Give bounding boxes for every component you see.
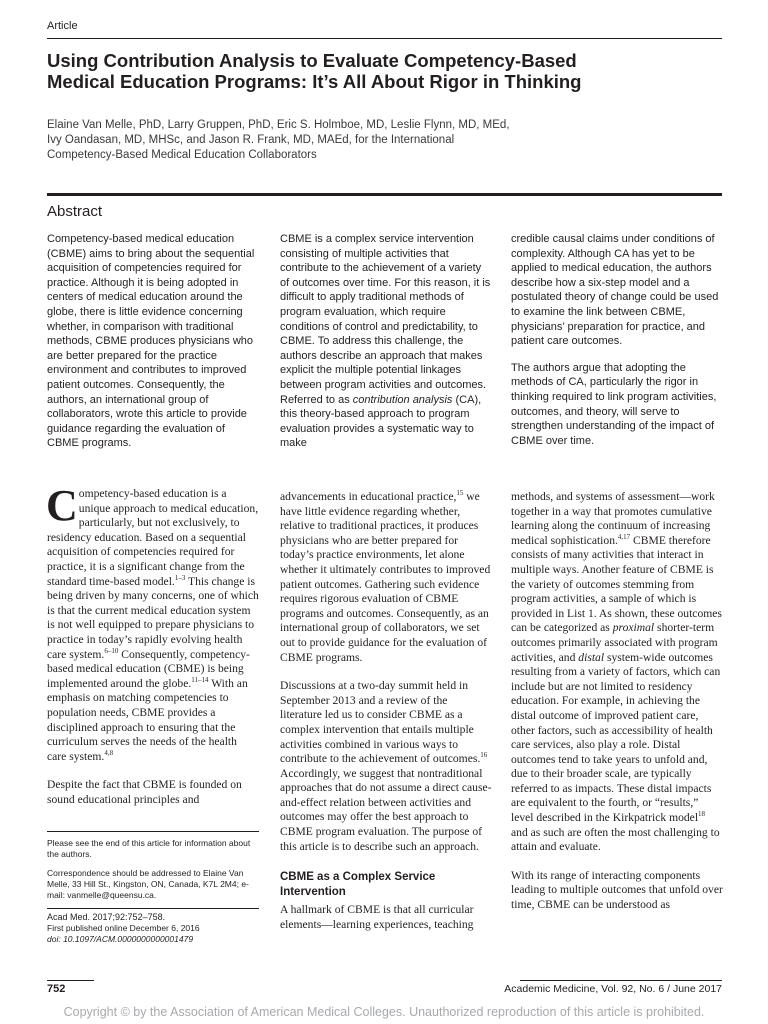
abstract-paragraph: credible causal claims under conditions of complexity. Although CA has yet to be applied to medical education, the authors describe how a six-step model and a postulated theory of change could be used to examine the link between CBME, physicians’ preparation for practice, and patient care outcomes. [511,233,719,348]
body-text: Discussions at a two-day summit held in September 2013 and a review of the literature led us to consider CBME as a complex intervention that entails multiple activities combined in various ways to contribute to the achievement of outcomes. [280,679,481,766]
author-list: Elaine Van Melle, PhD, Larry Gruppen, PhD, Eric S. Holmboe, MD, Leslie Flynn, MD, MEd, Ivy Oandasan, MD, MHSc, and Jason R. Frank, MD, MAEd, for the International Competency-Based Medical Education Collaborators [47,119,510,161]
abstract-heading: Abstract [47,203,103,220]
body-paragraph: A hallmark of CBME is that all curricular elements—learning experiences, teaching [280,903,474,932]
header-divider [47,38,722,39]
abstract-emphasis: contribution analysis [352,393,453,406]
article-type-label: Article [47,20,78,32]
body-column-1 [46,481,259,807]
abstract-paragraph: Competency-based medical education (CBME) aims to bring about the sequential acquisition of competencies required for practice. Although it is being adopted in centers of medical education around the globe, there is little evidence concerning whether, in comparison with traditional methods, CBME produces physicians who are better prepared for the practice environment and contributes to improved patient outcomes. Consequently, the authors, an international group of collaborators, wrote this article to provide guidance regarding the evaluation of CBME programs. [47,233,255,450]
body-paragraph [280,490,492,665]
journal-citation: Academic Medicine, Vol. 92, No. 6 / June 2017 [504,983,722,995]
reference-marker: 16 [480,751,488,760]
body-column-2 [280,490,492,933]
publication-info [47,912,259,945]
body-text: methods, and systems of assessment—work together in a way that promotes cumulative learning along the continuum of increasing medical sophistication. [511,490,715,547]
body-paragraph: With its range of interacting components leading to multiple outcomes that unfold over time, CBME can be understood as [511,868,723,912]
body-text: advancements in educational practice, [280,490,457,503]
reference-marker: 1–3 [174,573,186,582]
body-text: CBME therefore consists of many activities that interact in multiple ways. Another feature of CBME is the variety of outcomes stemming from program activities, a sample of which is provided in List 1. As shown, these outcomes can be categorized as [511,533,722,635]
body-text: ompetency-based education is a unique approach to medical education, particularly, but not exclusively, to residency education. Based on a sequential acquisition of competencies required for practice, it is a significant change from the standard time-based model. [47,487,259,588]
reference-marker: 6–10 [104,646,119,655]
abstract-text: (CA), this theory-based approach to program evaluation provides a systematic way to make [280,393,482,450]
abstract-column-1 [47,232,259,451]
doi-link[interactable]: doi: 10.1097/ACM.0000000000001479 [47,934,194,944]
drop-cap: C [46,481,78,530]
correspondence-note: Correspondence should be addressed to Elaine Van Melle, 33 Hill St., Kingston, ON, Canada, K7L 2M4; e-mail: vanmelle@queensu.ca. [47,868,249,900]
article-title: Using Contribution Analysis to Evaluate Competency-Based Medical Education Programs: It’s All About Rigor in Thinking [47,50,582,92]
body-paragraph: Despite the fact that CBME is founded on sound educational principles and [47,778,242,806]
body-text: Consequently, competency-based medical education (CBME) is being implemented around the globe. [47,647,250,690]
footer-divider-right [520,980,722,981]
published-date: First published online December 6, 2016 [47,923,200,933]
reference-marker: 15 [456,489,464,498]
copyright-watermark: Copyright © by the Association of American Medical Colleges. Unauthorized reproduction of this article is prohibited. [63,1005,705,1019]
body-text: Accordingly, we suggest that nontraditional approaches that do not assume a direct cause-and-effect relation between activities and outcomes may offer the best approach to CBME program evaluation. The purpose of this article is to describe such an approach. [280,766,492,853]
page-number: 752 [47,983,66,995]
author-info-note: Please see the end of this article for information about the authors. [47,838,251,859]
citation: Acad Med. 2017;92:752–758. [47,912,166,922]
body-text: This change is being driven by many concerns, one of which is that the current medical education system is not well equipped to prepare physicians to practice in today’s rapidly evolving health care system. [47,574,259,661]
body-text: we have little evidence regarding whether, relative to traditional practices, it produces physicians who are better prepared for today’s practice environments, let alone whether it ultimately contributes to improved patient outcomes. Gathering such evidence requires rigorous evaluation of CBME programs and outcomes. Consequently, as an international group of collaborators, we set out to provide guidance for the evaluation of CBME programs. [280,490,491,664]
body-emphasis: proximal [612,621,655,635]
body-paragraph [511,490,723,855]
publication-divider [47,908,259,909]
footer-divider-left [47,980,94,981]
reference-marker: 11–14 [191,675,209,684]
reference-marker: 18 [698,810,706,819]
abstract-divider [47,193,722,196]
abstract-paragraph [280,232,492,451]
abstract-column-3 [511,232,723,448]
body-paragraph [46,481,259,764]
body-text: and as such are often the most challenging to attain and evaluate. [511,825,720,854]
footnote-divider [47,831,259,832]
body-text: shorter-term outcomes primarily associated with program activities, and [511,621,718,664]
abstract-paragraph: The authors argue that adopting the methods of CA, particularly the rigor in thinking required to link program activities, outcomes, and theory, will serve to strengthen understanding of the impact of CBME over time. [511,361,717,447]
body-text: system-wide outcomes resulting from a variety of factors, which can include but are not limited to residency education. For example, in achieving the distal outcome of improved patient care, other factors, such as accessibility of health care services, also play a role. Distal outcomes tend to take years to unfold and, due to their broader scale, are typically referred to as impacts. These distal impacts are equivalent to the fourth, or “results,” level described in the Kirkpatrick model [511,650,721,825]
body-column-3 [511,490,723,913]
body-text: With an emphasis on matching competencies to population needs, CBME provides a disciplined approach to ensuring that the curriculum serves the needs of the health care system. [47,676,248,763]
abstract-text: CBME is a complex service intervention consisting of multiple activities that contribute to the achievement of a variety of outcomes over time. For this reason, it is difficult to apply traditional methods of program evaluation, which require conditions of control and predictability, to CBME. To address this challenge, the authors describe an approach that makes explicit the multiple potential linkages between program activities and outcomes. Referred to as [280,233,491,406]
reference-marker: 4,8 [104,748,114,757]
reference-marker: 4,17 [617,532,631,541]
section-heading-wrapper [280,870,492,899]
section-heading: CBME as a Complex Service Intervention [280,871,436,898]
body-paragraph [280,679,492,854]
body-emphasis: distal [578,650,605,664]
abstract-column-2 [280,232,492,451]
